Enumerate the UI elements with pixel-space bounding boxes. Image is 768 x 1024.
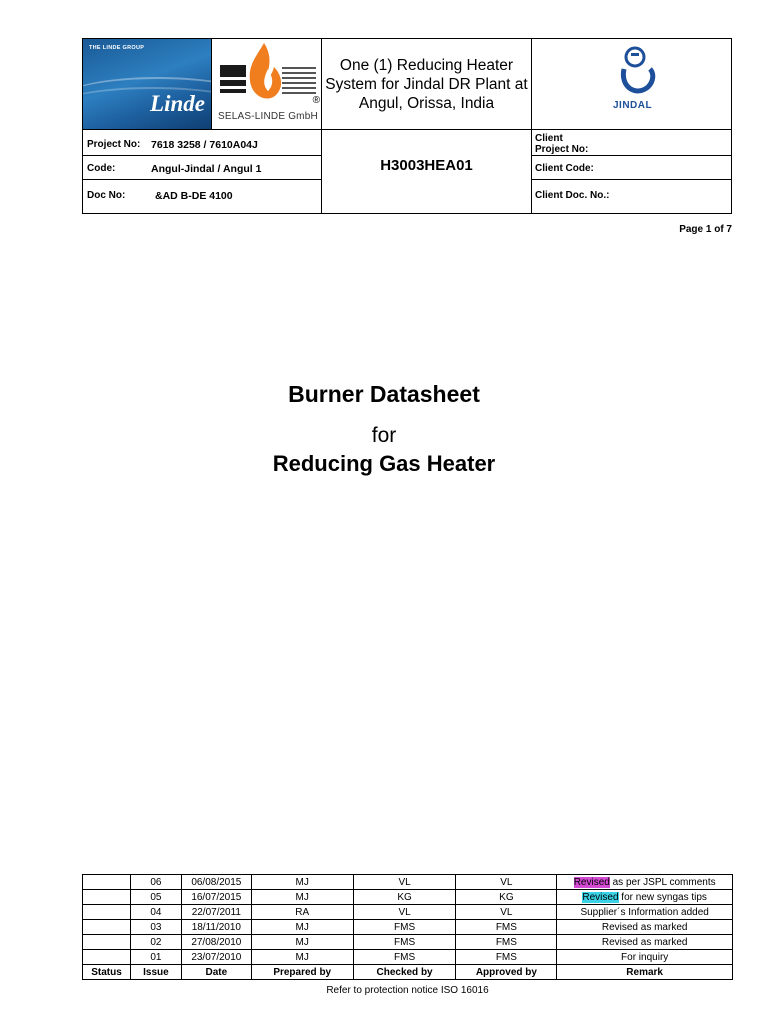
document-title: Burner Datasheet: [288, 381, 480, 407]
title-connector: for: [371, 424, 397, 447]
table-row: 06 06/08/2015 MJ VL VL Revised as per JSPL comments: [83, 875, 733, 890]
doc-no-value: &AD B-DE 4100: [155, 190, 233, 202]
protection-notice: Refer to protection notice ISO 16016: [326, 985, 489, 996]
client-doc-no-label: Client Doc. No.:: [535, 190, 610, 201]
table-row: 04 22/07/2011 RA VL VL Supplier´s Information added: [83, 905, 733, 920]
table-header-row: Status Issue Date Prepared by Checked by Approved by Remark: [83, 965, 733, 980]
client-code-label: Client Code:: [535, 163, 594, 174]
document-number: H3003HEA01: [380, 157, 473, 174]
remark-cell: Revised as per JSPL comments: [557, 875, 733, 890]
table-row: 02 27/08/2010 MJ FMS FMS Revised as marked: [83, 935, 733, 950]
jindal-logo: JINDAL: [532, 39, 731, 129]
table-row: 03 18/11/2010 MJ FMS FMS Revised as marked: [83, 920, 733, 935]
project-no-label: Project No:: [87, 139, 141, 150]
table-row: 05 16/07/2015 MJ KG KG Revised for new syngas tips: [83, 890, 733, 905]
doc-no-label: Doc No:: [87, 190, 126, 201]
document-header: [82, 38, 732, 214]
client-label: Client: [535, 133, 563, 144]
document-subtitle: Reducing Gas Heater: [272, 451, 496, 476]
flame-icon: [212, 39, 321, 109]
project-title: One (1) Reducing Heater System for Jindal DR Plant at Angul, Orissa, India: [325, 56, 528, 112]
revision-table: [82, 874, 733, 980]
code-label: Code:: [87, 163, 116, 174]
table-row: 01 23/07/2010 MJ FMS FMS For inquiry: [83, 950, 733, 965]
remark-cell: Revised for new syngas tips: [557, 890, 733, 905]
selas-linde-logo: ® SELAS-LINDE GmbH: [212, 39, 321, 129]
linde-logo: THE LINDE GROUP Linde: [83, 39, 211, 129]
project-no-value: 7618 3258 / 7610A04J: [151, 139, 258, 151]
client-project-no-label: Project No:: [535, 144, 589, 155]
code-value: Angul-Jindal / Angul 1: [151, 163, 262, 175]
page-number: Page 1 of 7: [679, 224, 732, 235]
jindal-emblem-icon: [532, 39, 731, 101]
